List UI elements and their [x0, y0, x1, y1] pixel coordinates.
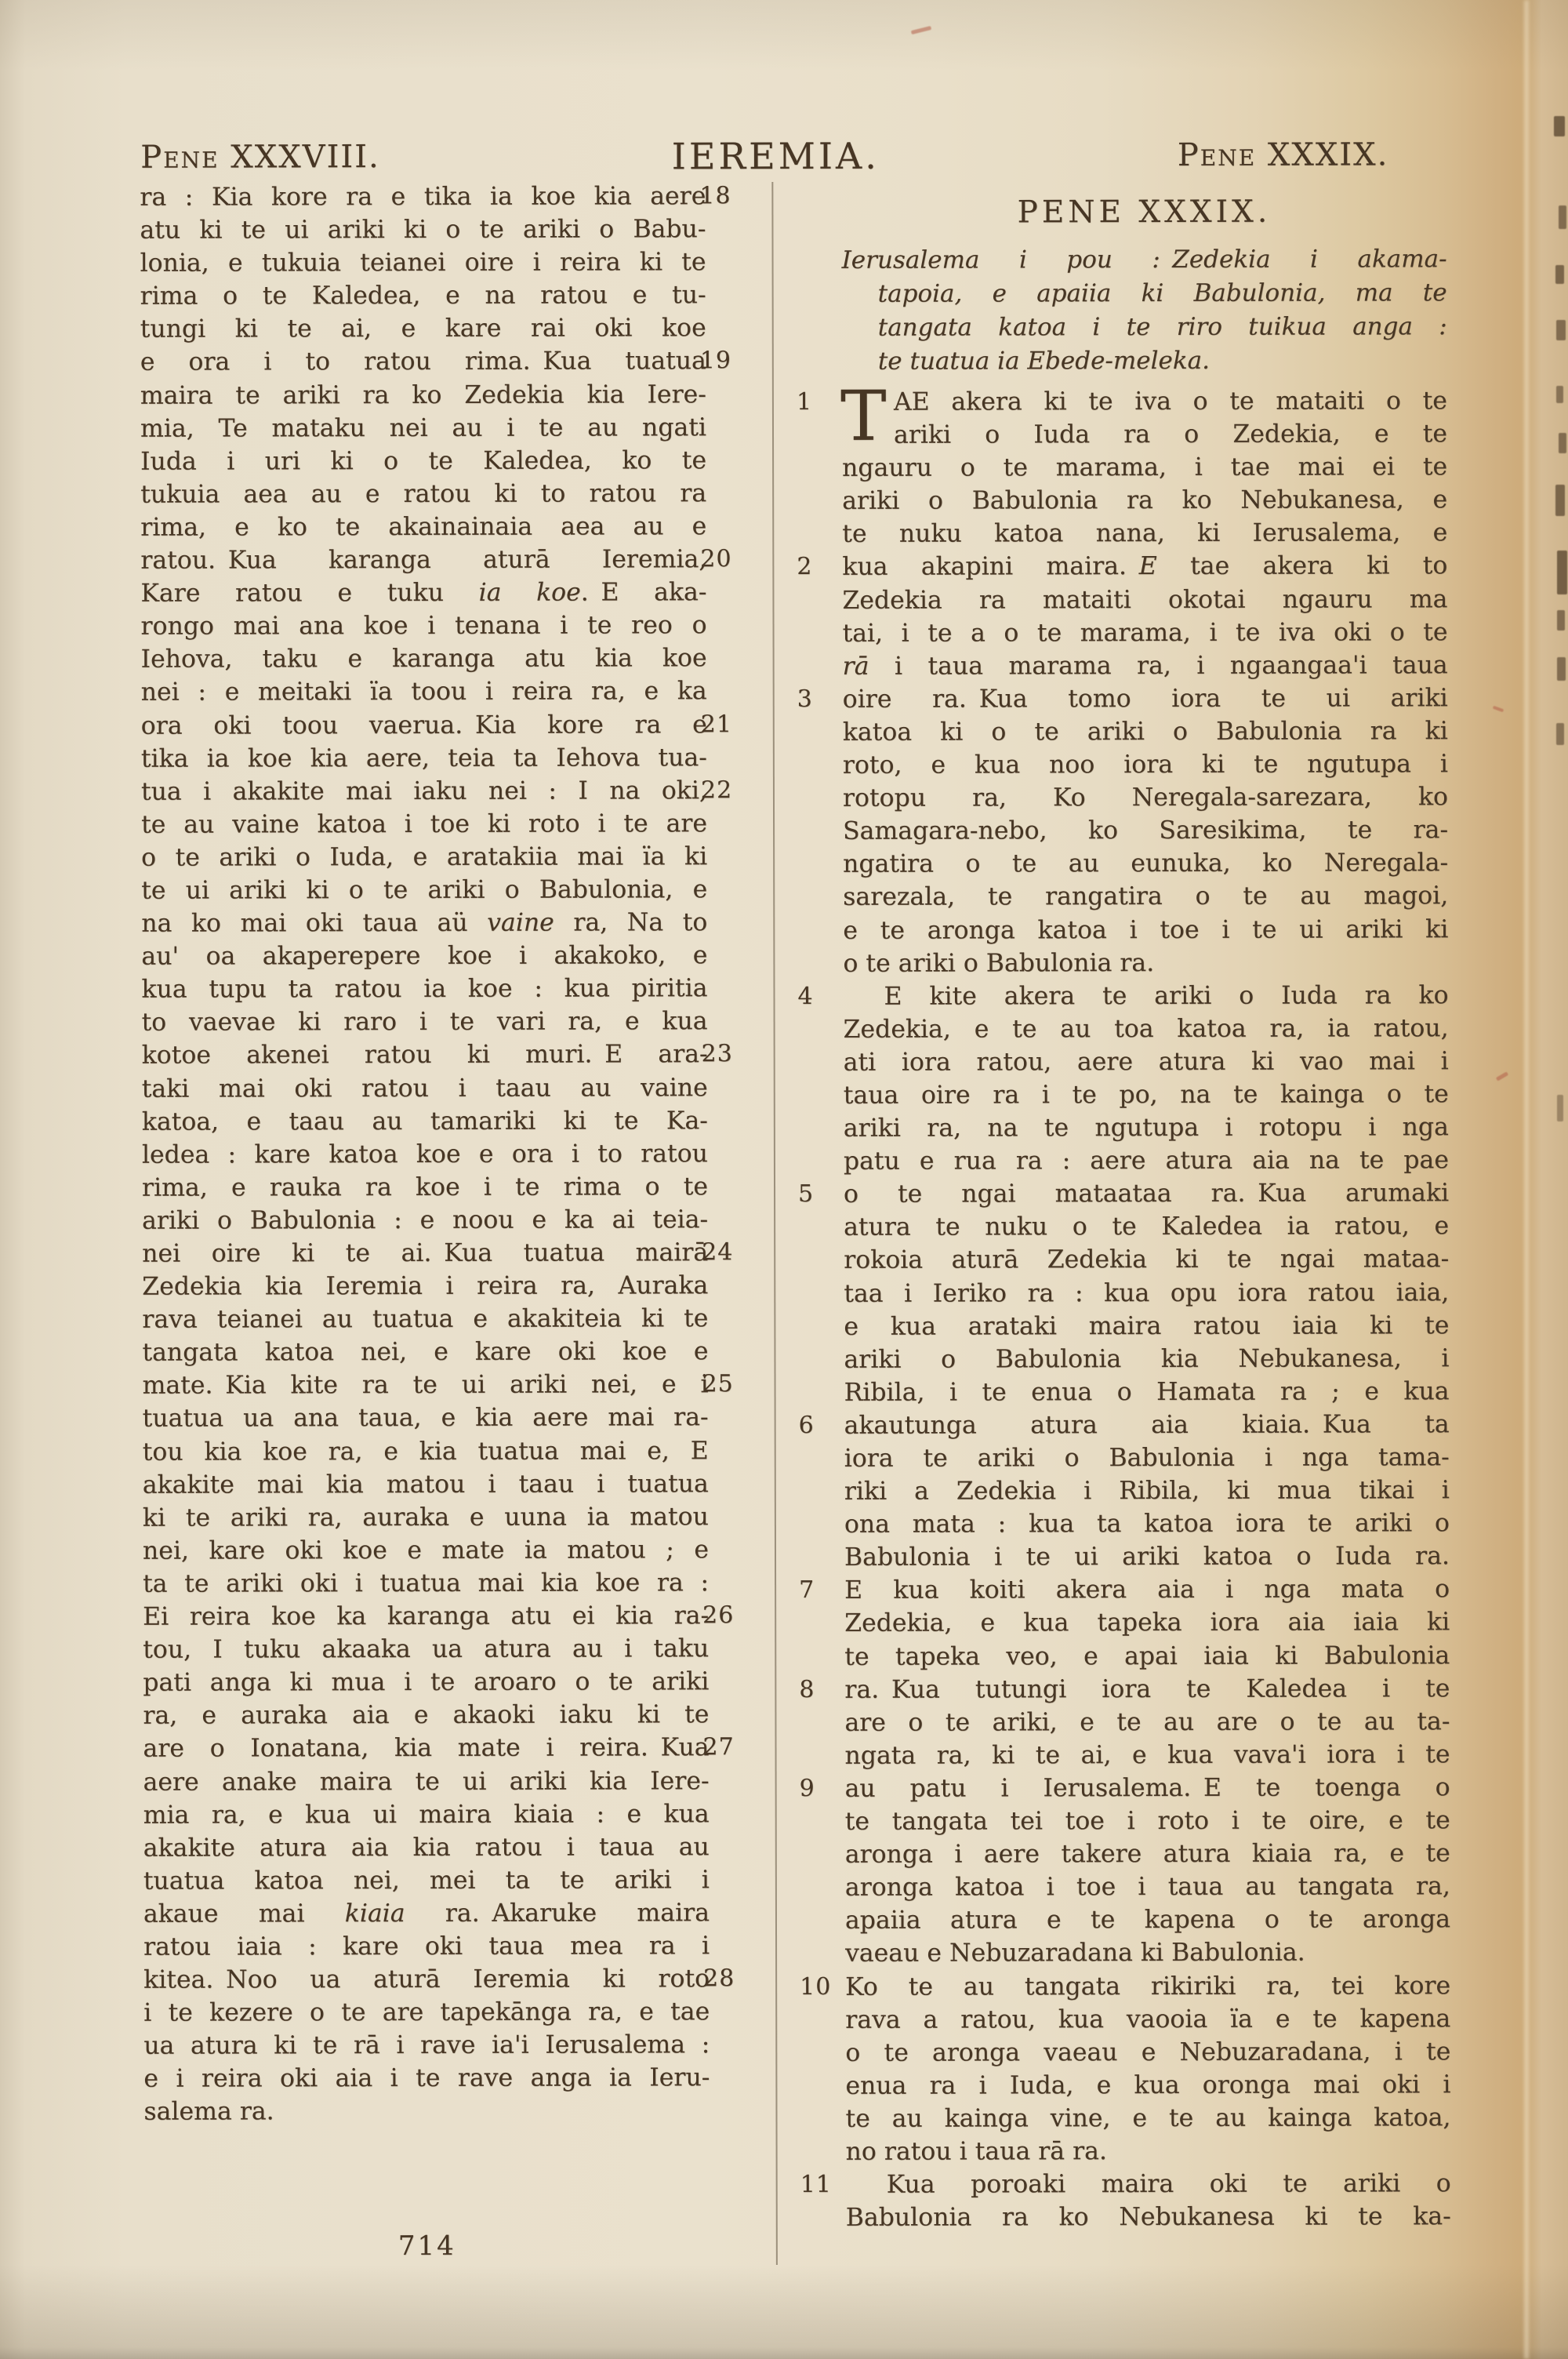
- text-line: 22 tua i akakite mai iaku nei : I na oki,: [141, 774, 707, 809]
- running-head-book-title: IEREMIA.: [671, 134, 880, 178]
- verse-number: 2: [797, 553, 813, 581]
- verse-number: 24: [702, 1238, 734, 1267]
- text-line: rava teianei au tuatua e akakiteia ki te: [142, 1304, 709, 1334]
- text-line: mia ra, e kua ui maira kiaia : e kua: [143, 1799, 710, 1830]
- text-line: o te ariki o Babulonia ra.: [843, 948, 1155, 978]
- text-line: mia, Te mataku nei au i te au ngati: [140, 413, 707, 443]
- verse-number: 5: [798, 1180, 815, 1209]
- verse-number: 20: [700, 545, 732, 573]
- text-line: apaiia atura e te kapena o te aronga: [844, 1905, 1451, 1936]
- text-line: Babulonia ra ko Nebukanesa ki te ka-: [845, 2202, 1451, 2232]
- verse-number: 23: [701, 1040, 733, 1068]
- text-line: Zedekia, e te au toa katoa ra, ia ratou,: [843, 1014, 1449, 1044]
- text-line: rima, e ko te akainainaia aea au e: [140, 512, 707, 542]
- right-text-column: [796, 178, 1451, 2234]
- text-line: te tapeka veo, e apai iaia ki Babulonia: [844, 1641, 1450, 1671]
- verse-number: 8: [799, 1675, 815, 1703]
- text-line: rotopu ra, Ko Neregala-sarezara, ko: [842, 783, 1449, 812]
- text-line: au' oa akaperepere koe i akakoko, e: [141, 941, 708, 971]
- column-divider-rule: [771, 182, 778, 2265]
- text-line: tuatua katoa nei, mei ta te ariki i: [143, 1865, 710, 1896]
- text-line: sarezala, te rangatira o te au magoi,: [843, 881, 1449, 912]
- text-line: ngauru o te marama, i tae mai ei te: [842, 453, 1448, 483]
- verse-number: 7: [799, 1576, 815, 1605]
- text-line: aronga i aere takere atura kiaia ra, e te: [844, 1839, 1450, 1869]
- verse-number: 10: [800, 1972, 832, 2001]
- text-line: 1 T AE akera ki te iva o te mataiti o te: [796, 375, 1447, 456]
- text-line: atu ki te ui ariki ki o te ariki o Babu-: [140, 215, 706, 245]
- text-line: taua oire ra i te po, na te kainga o te: [843, 1080, 1449, 1110]
- text-line: to vaevae ki raro i te vari ra, e kua: [141, 1007, 708, 1038]
- text-line: tungi ki te ai, e kare rai oki koe: [140, 314, 706, 344]
- verse-number: 11: [800, 2170, 832, 2199]
- text-line: tai, i te a o te marama, i te iva oki o te: [842, 617, 1448, 648]
- text-line: na ko mai oki taua aü vaine ra, Na to: [141, 908, 708, 938]
- text-line: e i reira oki aia i te rave anga ia Ieru-: [143, 2063, 710, 2094]
- fore-edge-print-fragments: [1541, 0, 1568, 2359]
- text-line: 5 o te ngai mataataa ra. Kua arumaki: [844, 1176, 1449, 1211]
- verse-number: 28: [703, 1965, 735, 1993]
- text-line: tuatua ua ana taua, e kia aere mai ra-: [142, 1403, 709, 1434]
- text-line: ngata ra, ki te ai, e kua vava'i iora i te: [844, 1740, 1450, 1770]
- text-line: ati iora ratou, aere atura ki vao mai i: [843, 1047, 1449, 1077]
- text-line: patu e rua ra : aere atura aia na te pae: [843, 1146, 1449, 1176]
- verse-number: 21: [700, 710, 733, 738]
- verse-number: 6: [798, 1411, 815, 1439]
- verse-number: 19: [699, 347, 732, 375]
- text-line: iora te ariki o Babulonia i nga tama-: [844, 1443, 1450, 1473]
- text-line: 21 ora oki toou vaerua. Kia kore ra e: [141, 708, 707, 743]
- verse-number: 25: [702, 1370, 734, 1398]
- text-line: lonia, e tukuia teianei oire i reira ki te: [140, 248, 706, 278]
- text-line: Zedekia ra mataiti okotai ngauru ma: [842, 584, 1448, 615]
- verse-number: 1: [796, 387, 813, 416]
- text-line: 9 au patu i Ierusalema. E te toenga o: [845, 1771, 1450, 1805]
- text-line: te au kainga vine, e te au kainga katoa,: [845, 2103, 1451, 2133]
- text-line: i te kezere o te are tapekānga ra, e tae: [143, 1997, 710, 2027]
- text-line: kua tupu ta ratou ia koe : kua piritia: [141, 974, 708, 1004]
- text-line: tou, I tuku akaaka ua atura au i taku: [143, 1634, 710, 1664]
- verse-number: 3: [797, 685, 813, 713]
- text-line: 28 kitea. Noo ua aturā Ieremia ki roto: [143, 1962, 710, 1997]
- drop-cap-initial: T: [840, 375, 887, 456]
- text-line: o te aronga vaeau e Nebuzaradana, i te: [845, 2037, 1451, 2067]
- text-line: maira te ariki ra ko Zedekia kia Iere-: [140, 380, 706, 410]
- text-line: 8 ra. Kua tutungi iora te Kaledea i te: [844, 1672, 1450, 1707]
- text-line: ratou iaia : kare oki taua mea ra i: [143, 1932, 710, 1961]
- page-number: 714: [397, 2230, 456, 2263]
- text-line: 20 ratou. Kua karanga aturā Ieremia,: [140, 543, 706, 577]
- text-line: ra, e auraka aia e akaoki iaku ki te: [143, 1700, 710, 1731]
- text-line: Kare ratou e tuku ia koe. E aka-: [140, 578, 707, 608]
- right-column-lines: [796, 375, 1451, 2234]
- text-line: akakite atura aia kia ratou i taua au: [143, 1832, 710, 1863]
- text-line: enua ra i Iuda, e kua oronga mai oki i: [845, 2070, 1451, 2100]
- text-line: taa i Ieriko ra : kua opu iora ratou iaia,: [844, 1278, 1450, 1308]
- text-line: 10 Ko te au tangata rikiriki ra, tei kore: [845, 1969, 1450, 2004]
- text-line: rima o te Kaledea, e na ratou e tu-: [140, 281, 706, 311]
- text-line: e te aronga katoa i toe i te ui ariki ki: [843, 914, 1449, 945]
- text-line: pati anga ki mua i te aroaro o te ariki: [143, 1667, 710, 1697]
- text-line: ariki o Iuda ra o Zedekia, e te: [893, 420, 1448, 449]
- text-line: 6 akautunga atura aia kiaia. Kua ta: [844, 1408, 1450, 1442]
- text-line: atura te nuku o te Kaledea ia ratou, e: [844, 1212, 1450, 1242]
- text-line: ariki ra, na te ngutupa i rotopu i nga: [843, 1113, 1449, 1143]
- text-line: Iuda i uri ki o te Kaledea, ko te: [140, 445, 707, 476]
- text-line: katoa ki o te ariki o Babulonia ra ki: [842, 717, 1448, 747]
- text-line: Ribila, i te enua o Hamata ra ; e kua: [844, 1377, 1450, 1407]
- text-line: te tangata tei toe i roto i te oire, e te: [844, 1806, 1450, 1836]
- text-line: 7 E kua koiti akera aia i nga mata o: [844, 1573, 1450, 1608]
- text-line: tukuia aea au e ratou ki to ratou ra: [140, 479, 707, 509]
- text-line: vaeau e Nebuzaradana ki Babulonia.: [845, 1939, 1305, 1968]
- text-line: te tuatua ia Ebede-meleka.: [877, 346, 1210, 376]
- verse-number: 18: [699, 182, 731, 210]
- text-line: 19 e ora i to ratou rima. Kua tuatua: [140, 345, 706, 380]
- text-line: 25 mate. Kia kite ra te ui ariki nei, e i: [143, 1369, 709, 1403]
- text-line: salema ra.: [143, 2097, 274, 2127]
- text-line: ariki o Babulonia : e noou e ka ai teia-: [142, 1205, 709, 1235]
- text-line: tangata katoa nei, e kare oki koe e: [142, 1337, 709, 1367]
- verse-number: 4: [797, 982, 814, 1010]
- text-line: rokoia aturā Zedekia ki te ngai mataa-: [844, 1245, 1450, 1275]
- text-line: te nuku katoa nana, ki Ierusalema, e: [842, 518, 1448, 549]
- text-line: 27 are o Ionatana, kia mate i reira. Kua: [143, 1732, 709, 1766]
- text-line: aronga katoa i toe i taua au tangata ra,: [844, 1872, 1450, 1903]
- text-line: te ui ariki ki o te ariki o Babulonia, e: [141, 875, 708, 905]
- text-line: ariki o Babulonia ra ko Nebukanesa, e: [842, 485, 1448, 516]
- text-line: Iehova, taku e karanga atu kia koe: [140, 644, 707, 674]
- running-head-right-chapter: Pene XXXIX.: [1177, 136, 1389, 173]
- text-line: Zedekia, e kua tapeka iora aia iaia ki: [844, 1608, 1450, 1638]
- text-line: ariki o Babulonia kia Nebukanesa, i: [844, 1343, 1450, 1374]
- text-line: taki mai oki ratou i taau au vaine: [141, 1073, 708, 1103]
- text-line: akakite mai kia matou i taau i tuatua: [142, 1469, 709, 1499]
- text-line: tangata katoa i te riro tuikua anga :: [877, 312, 1447, 342]
- text-line: rima, e rauka ra koe i te rima o te: [141, 1172, 709, 1202]
- text-line: Babulonia i te ui ariki katoa o Iuda ra.: [844, 1542, 1450, 1572]
- verse-number: 26: [702, 1601, 735, 1630]
- text-line: rava a ratou, kua vaooia ïa e te kapena: [845, 2004, 1451, 2034]
- text-line: Samagara-nebo, ko Saresikima, te ra-: [843, 816, 1449, 846]
- text-line: katoa, e taau au tamariki ki te Ka-: [141, 1106, 708, 1136]
- text-line: 11 Kua poroaki maira oki te ariki o: [846, 2167, 1451, 2201]
- text-line: 3 oire ra. Kua tomo iora te ui ariki: [843, 682, 1448, 716]
- text-line: nei : e meitaki ïa toou i reira ra, e ka: [140, 677, 707, 707]
- text-line: nei, kare oki koe e mate ia matou ; e: [142, 1536, 710, 1565]
- text-line: ua atura ki te rā i rave ia'i Ierusalema :: [143, 2030, 710, 2060]
- text-line: e kua arataki maira ratou iaia ki te: [844, 1310, 1450, 1341]
- text-line: akaue mai kiaia ra. Akaruke maira: [143, 1899, 710, 1928]
- text-line: tika ia koe kia aere, teia ta Iehova tua-: [140, 743, 707, 773]
- text-line: riki a Zedekia i Ribila, ki mua tikai i: [844, 1476, 1450, 1506]
- running-header: [0, 136, 1566, 180]
- chapter-summary: [842, 242, 1447, 379]
- text-line: 24 nei oire ki te ai. Kua tuatua mairā: [142, 1236, 708, 1270]
- verse-number: 22: [700, 776, 733, 804]
- text-line: rongo mai ana koe i tenana i te reo o: [140, 611, 707, 641]
- text-line: ki te ariki ra, auraka e uuna ia matou: [142, 1502, 709, 1532]
- text-line: tapoia, e apaiia ki Babulonia, ma te: [877, 278, 1447, 308]
- text-line: 2 kua akapini maira. E tae akera ki to: [842, 550, 1447, 584]
- text-line: are o te ariki, e te au are o te au ta-: [844, 1707, 1450, 1737]
- text-line: Ierusalema i pou : Zedekia i akama-: [841, 245, 1447, 274]
- verse-number: 27: [702, 1733, 735, 1761]
- text-line: 4 E kite akera te ariki o Iuda ra ko: [843, 979, 1448, 1013]
- text-line: aere anake maira te ui ariki kia Iere-: [143, 1766, 710, 1797]
- text-line: ledea : kare katoa koe e ora i to ratou: [141, 1139, 708, 1169]
- text-line: 18 ra : Kia kore ra e tika ia koe kia aere: [140, 180, 706, 214]
- text-line: Zedekia kia Ieremia i reira ra, Auraka: [142, 1271, 709, 1301]
- text-line: 26 Ei reira koe ka karanga atu ei kia ra-: [143, 1599, 709, 1634]
- text-line: roto, e kua noo iora ki te ngutupa i: [842, 750, 1448, 780]
- left-text-column: [140, 180, 735, 2128]
- running-head-left-chapter: Pene XXXVIII.: [140, 139, 380, 176]
- text-line: o te ariki o Iuda, e aratakiia mai ïa ki: [141, 842, 708, 872]
- text-line: ta te ariki oki i tuatua mai kia koe ra :: [143, 1568, 710, 1598]
- text-line: ngatira o te au eunuka, ko Neregala-: [843, 849, 1449, 879]
- verse-number: 9: [799, 1774, 815, 1802]
- text-line: 23 kotoe akenei ratou ki muri. E ara-: [142, 1038, 708, 1073]
- text-line: no ratou i taua rā ra.: [845, 2137, 1107, 2166]
- text-line: rā i taua marama ra, i ngaangaa'i taua: [842, 650, 1448, 681]
- text-line: te au vaine katoa i toe ki roto i te are: [141, 809, 708, 839]
- text-line: tou kia koe ra, e kia tuatua mai e, E: [142, 1436, 709, 1467]
- chapter-heading: PENE XXXIX.: [1017, 194, 1272, 231]
- text-line: ona mata : kua ta katoa iora te ariki o: [844, 1509, 1450, 1539]
